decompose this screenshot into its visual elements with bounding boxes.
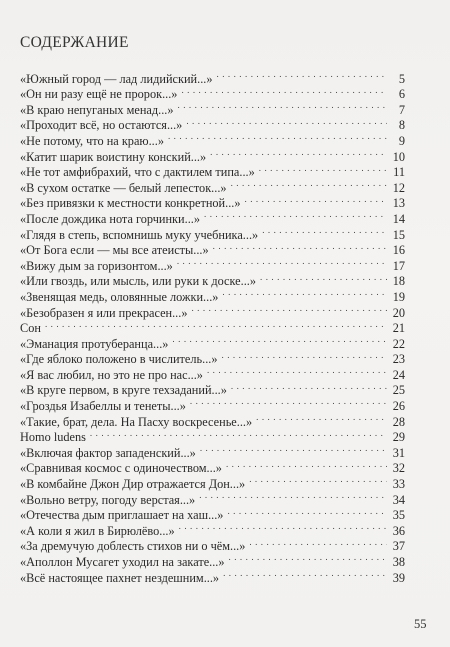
toc-entry-title: «Всё настоящее пахнет нездешним...» xyxy=(20,570,220,585)
toc-entry-title: «Не потому, что на краю...» xyxy=(20,133,164,148)
toc-entry-page: 19 xyxy=(392,289,405,304)
toc-entry-page: 17 xyxy=(392,258,405,273)
toc-entry xyxy=(20,67,405,86)
toc-entry-title: «Сравнивая космос с одиночеством...» xyxy=(20,461,222,476)
dot-leader xyxy=(184,114,387,130)
toc-entry-title: «За дремучую доблесть стихов ни о чём...» xyxy=(20,539,246,554)
dot-leader xyxy=(43,317,387,333)
toc-entry-page: 35 xyxy=(392,508,405,523)
dot-leader xyxy=(220,348,388,364)
toc-entry-page: 31 xyxy=(392,445,405,460)
toc-entry-page: 28 xyxy=(392,414,405,429)
toc-entry-title: Homo ludens xyxy=(20,430,86,445)
dot-leader xyxy=(179,83,387,99)
toc-entry-page: 20 xyxy=(392,305,405,320)
toc-entry-title: «Я вас любил, но это не про нас...» xyxy=(20,367,203,382)
toc-entry-page: 33 xyxy=(392,477,405,492)
toc-entry-title: «Эманация протуберанца...» xyxy=(20,336,169,351)
toc-entry-title: «Вольно ветру, погоду верстая...» xyxy=(20,492,196,507)
dot-leader xyxy=(188,394,387,410)
toc-entry-title: «В краю непуганых менад...» xyxy=(20,102,174,117)
toc-entry-title: «В комбайне Джон Дир отражается Дон...» xyxy=(20,477,246,492)
toc-entry-title: «Такие, брат, дела. На Пасху воскресенье...» xyxy=(20,414,253,429)
toc-entry-page: 21 xyxy=(392,321,405,336)
toc-entry-title: «Гроздья Изабеллы и тенеты...» xyxy=(20,399,186,414)
toc-entry-title: «Включая фактор западенский...» xyxy=(20,445,196,460)
dot-leader xyxy=(254,410,387,426)
toc-entry-page: 8 xyxy=(398,118,405,133)
dot-leader xyxy=(260,223,387,239)
toc-entry-page: 5 xyxy=(398,71,405,86)
toc-entry-title: «Проходит всё, но остаются...» xyxy=(20,118,183,133)
dot-leader xyxy=(243,192,387,208)
dot-leader xyxy=(208,145,387,161)
toc-entry-title: Сон xyxy=(20,321,41,336)
toc-entry-page: 36 xyxy=(392,523,405,538)
dot-leader xyxy=(177,519,387,535)
toc-entry-page: 11 xyxy=(393,165,405,180)
dot-leader xyxy=(211,239,387,255)
dot-leader xyxy=(229,379,387,395)
dot-leader xyxy=(220,285,387,301)
toc-entry-page: 12 xyxy=(392,180,405,195)
page-number: 55 xyxy=(414,617,427,631)
toc-entry-title: «Где яблоко положено в числитель...» xyxy=(20,352,218,367)
toc-entry-page: 9 xyxy=(398,133,405,148)
dot-leader xyxy=(247,535,387,551)
dot-leader xyxy=(175,254,387,270)
toc-entry-page: 32 xyxy=(392,461,405,476)
toc-entry-title: «А коли я жил в Бирюлёво...» xyxy=(20,523,175,538)
dot-leader xyxy=(221,566,387,582)
toc-entry-page: 22 xyxy=(392,336,405,351)
dot-leader xyxy=(225,504,387,520)
toc-entry-page: 39 xyxy=(392,570,405,585)
dot-leader xyxy=(227,550,387,566)
toc-entry-page: 37 xyxy=(392,539,405,554)
toc-entry-page: 7 xyxy=(398,102,405,117)
dot-leader xyxy=(202,207,387,223)
toc-entry-title: «Вижу дым за горизонтом...» xyxy=(20,258,173,273)
dot-leader xyxy=(198,441,387,457)
dot-leader xyxy=(247,472,387,488)
toc-entry-title: «В круге первом, в круге техзаданий...» xyxy=(20,383,227,398)
toc-entry-title: «Или гвоздь, или мысль, или руки к доске...» xyxy=(20,274,257,289)
toc-entry-page: 34 xyxy=(392,492,405,507)
toc-entry-title: «Глядя в степь, вспомнишь муку учебника...» xyxy=(20,227,259,242)
dot-leader xyxy=(215,67,388,83)
toc-entry-page: 18 xyxy=(392,274,405,289)
toc-entry-page: 6 xyxy=(398,87,405,102)
toc-entry-page: 24 xyxy=(392,367,405,382)
dot-leader xyxy=(229,176,387,192)
dot-leader xyxy=(205,363,387,379)
toc-entry-title: «Катит шарик воистину конский...» xyxy=(20,149,207,164)
dot-leader xyxy=(197,488,387,504)
dot-leader xyxy=(258,270,387,286)
toc-entry-title: «Аполлон Мусагет уходил на закате...» xyxy=(20,555,225,569)
toc-entry-title: «Звенящая медь, оловянные ложки...» xyxy=(20,289,219,304)
toc-entry-title: «В сухом остатке — белый лепесток...» xyxy=(20,180,227,195)
toc-entry-title: «Без привязки к местности конкретной...» xyxy=(20,196,241,211)
toc-entry-title: «Безобразен я или прекрасен...» xyxy=(20,305,188,320)
table-of-contents xyxy=(20,67,405,585)
toc-entry xyxy=(20,332,405,351)
dot-leader xyxy=(176,98,387,114)
toc-entry-page: 25 xyxy=(392,383,405,398)
toc-entry-page: 38 xyxy=(392,555,405,569)
toc-entry-page: 10 xyxy=(392,149,405,164)
dot-leader xyxy=(224,457,387,473)
toc-entry-page: 23 xyxy=(392,352,405,367)
toc-entry xyxy=(20,317,405,336)
toc-entry-page: 26 xyxy=(392,399,405,414)
dot-leader xyxy=(88,426,387,442)
toc-entry-title: «Он ни разу ещё не пророк...» xyxy=(20,87,178,102)
dot-leader xyxy=(257,161,387,177)
toc-entry-title: «От Бога если — мы все атеисты...» xyxy=(20,243,209,258)
toc-entry-title: «После дождика нота горчинки...» xyxy=(20,211,200,226)
toc-entry-page: 29 xyxy=(392,430,405,445)
toc-entry-title: «Отечества дым приглашает на хаш...» xyxy=(20,508,224,523)
dot-leader xyxy=(189,301,387,317)
toc-entry-title: «Не тот амфибрахий, что с дактилем типа...» xyxy=(20,165,255,180)
toc-entry-page: 14 xyxy=(392,211,405,226)
toc-entry-title: «Южный город — лад лидийский...» xyxy=(20,71,213,86)
toc-entry-page: 15 xyxy=(392,227,405,242)
dot-leader xyxy=(166,129,387,145)
toc-entry-page: 16 xyxy=(392,243,405,258)
toc-entry-page: 13 xyxy=(392,196,405,211)
page-title: СОДЕРЖАНИЕ xyxy=(20,34,129,51)
dot-leader xyxy=(170,332,387,348)
